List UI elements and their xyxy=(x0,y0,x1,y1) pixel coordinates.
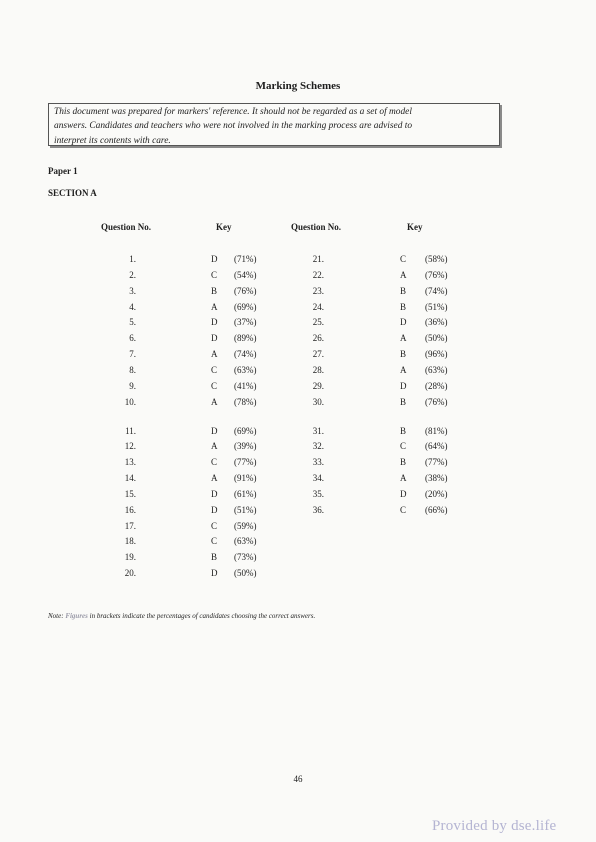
footnote xyxy=(48,612,315,620)
question-number: 20. xyxy=(124,568,136,579)
answer-percentage: (96%) xyxy=(425,349,448,360)
answer-percentage: (71%) xyxy=(234,254,257,264)
answer-key: D xyxy=(211,425,218,436)
answer-percentage: (77%) xyxy=(234,457,257,468)
question-number: 9. xyxy=(129,380,136,391)
notice-box xyxy=(48,103,500,146)
question-number: 29. xyxy=(312,380,324,391)
answer-key: C xyxy=(211,364,218,375)
question-header-right: Question No. xyxy=(291,222,342,232)
question-number: 27. xyxy=(312,349,324,360)
answer-key: C xyxy=(400,441,407,452)
answer-percentage: (54%) xyxy=(234,269,257,280)
answer-key: A xyxy=(400,473,407,484)
answer-percentage: (39%) xyxy=(234,441,257,452)
key-header-left: Key xyxy=(216,222,232,232)
answer-key: C xyxy=(211,269,218,280)
question-number: 2. xyxy=(129,269,136,280)
answer-percentage: (76%) xyxy=(425,269,448,280)
answer-percentage: (91%) xyxy=(234,473,257,484)
answer-key: A xyxy=(400,333,407,344)
answer-percentage: (77%) xyxy=(425,457,448,468)
answer-key: B xyxy=(211,285,218,296)
key-header-right: Key xyxy=(407,222,423,232)
answer-key: D xyxy=(400,488,407,499)
answer-key: A xyxy=(211,473,218,484)
question-number: 14. xyxy=(124,473,136,484)
question-number: 28. xyxy=(312,364,324,375)
answer-key: B xyxy=(400,425,407,436)
answer-key: D xyxy=(400,380,407,391)
answer-key: C xyxy=(211,380,218,391)
answer-percentage: (51%) xyxy=(234,504,257,515)
answer-percentage: (81%) xyxy=(425,425,448,436)
answer-percentage: (36%) xyxy=(425,317,448,328)
answer-key: D xyxy=(211,317,218,328)
answer-percentage: (37%) xyxy=(234,317,257,328)
answer-key: C xyxy=(211,536,218,547)
answer-key: A xyxy=(211,349,218,360)
question-number: 24. xyxy=(312,301,324,312)
notice-line-1: This document was prepared for markers' reference. It should not be regarded as a set of model xyxy=(54,107,412,117)
answer-percentage: (69%) xyxy=(234,425,257,436)
answer-percentage: (61%) xyxy=(234,488,257,499)
question-number: 13. xyxy=(124,457,136,468)
answer-key: D xyxy=(211,254,218,264)
question-number: 16. xyxy=(124,504,136,515)
paper-heading: Paper 1 xyxy=(48,166,78,176)
answer-percentage: (64%) xyxy=(425,441,448,452)
answer-percentage: (20%) xyxy=(425,488,448,499)
answer-key: A xyxy=(400,269,407,280)
answer-percentage: (73%) xyxy=(234,552,257,563)
question-number: 22. xyxy=(312,269,324,280)
answer-key: A xyxy=(211,301,218,312)
answer-percentage: (50%) xyxy=(234,568,257,579)
question-number: 4. xyxy=(129,301,136,312)
answer-key: B xyxy=(400,301,407,312)
question-number: 3. xyxy=(129,285,136,296)
question-number: 17. xyxy=(124,520,136,531)
answer-key: C xyxy=(400,504,407,515)
answer-percentage: (63%) xyxy=(234,364,257,375)
answer-percentage: (51%) xyxy=(425,301,448,312)
answer-key: A xyxy=(400,364,407,375)
answer-key: D xyxy=(400,317,407,328)
answer-percentage: (59%) xyxy=(234,520,257,531)
answer-percentage: (66%) xyxy=(425,504,448,515)
answer-percentage: (78%) xyxy=(234,396,257,407)
answer-key: D xyxy=(211,333,218,344)
question-number: 19. xyxy=(124,552,136,563)
answer-key: A xyxy=(211,441,218,452)
answer-key: B xyxy=(400,349,407,360)
answer-percentage: (76%) xyxy=(425,396,448,407)
question-number: 8. xyxy=(129,364,136,375)
question-number: 25. xyxy=(312,317,324,328)
question-number: 26. xyxy=(312,333,324,344)
answer-percentage: (76%) xyxy=(234,285,257,296)
question-number: 34. xyxy=(312,473,324,484)
question-number: 5. xyxy=(129,317,136,328)
answer-key: D xyxy=(211,504,218,515)
answer-key: A xyxy=(211,396,218,407)
question-number: 1. xyxy=(129,254,136,264)
answer-percentage: (69%) xyxy=(234,301,257,312)
question-number: 7. xyxy=(129,349,136,360)
question-number: 33. xyxy=(312,457,324,468)
question-header-left: Question No. xyxy=(101,222,152,232)
answer-key: B xyxy=(211,552,218,563)
answer-key: C xyxy=(400,254,407,264)
section-heading: SECTION A xyxy=(48,188,97,198)
answer-key: D xyxy=(211,568,218,579)
note-text: in brackets indicate the percentages of candidates choosing the correct answers. xyxy=(89,612,316,620)
question-number: 32. xyxy=(312,441,324,452)
question-number: 6. xyxy=(129,333,136,344)
note-faded-word: Figures xyxy=(65,612,88,620)
question-number: 12. xyxy=(124,441,136,452)
question-number: 36. xyxy=(312,504,324,515)
question-number: 23. xyxy=(312,285,324,296)
answer-percentage: (63%) xyxy=(425,364,448,375)
answer-key: C xyxy=(211,457,218,468)
answer-percentage: (89%) xyxy=(234,333,257,344)
answer-key: B xyxy=(400,396,407,407)
answer-key: D xyxy=(211,488,218,499)
notice-line-2: answers. Candidates and teachers who were not involved in the marking process are advised to xyxy=(54,121,413,132)
question-number: 30. xyxy=(312,396,324,407)
question-number: 35. xyxy=(312,488,324,499)
question-number: 10. xyxy=(124,396,136,407)
answer-percentage: (58%) xyxy=(425,254,448,264)
answer-percentage: (74%) xyxy=(234,349,257,360)
watermark-text: Provided by dse.life xyxy=(432,818,557,834)
notice-line-3: interpret its contents with care. xyxy=(54,135,171,146)
answer-percentage: (28%) xyxy=(425,380,448,391)
question-number: 15. xyxy=(124,488,136,499)
answer-percentage: (41%) xyxy=(234,380,257,391)
answer-percentage: (50%) xyxy=(425,333,448,344)
answer-key: B xyxy=(400,285,407,296)
answer-percentage: (74%) xyxy=(425,285,448,296)
question-number: 11. xyxy=(125,425,136,436)
question-number: 21. xyxy=(312,254,324,264)
answer-percentage: (63%) xyxy=(234,536,257,547)
answer-percentage: (38%) xyxy=(425,473,448,484)
page-title: Marking Schemes xyxy=(255,80,341,92)
question-number: 18. xyxy=(124,536,136,547)
answer-key: B xyxy=(400,457,407,468)
question-number: 31. xyxy=(312,425,324,436)
page-number: 46 xyxy=(293,774,303,784)
answer-key: C xyxy=(211,520,218,531)
note-label: Note: xyxy=(48,612,64,620)
